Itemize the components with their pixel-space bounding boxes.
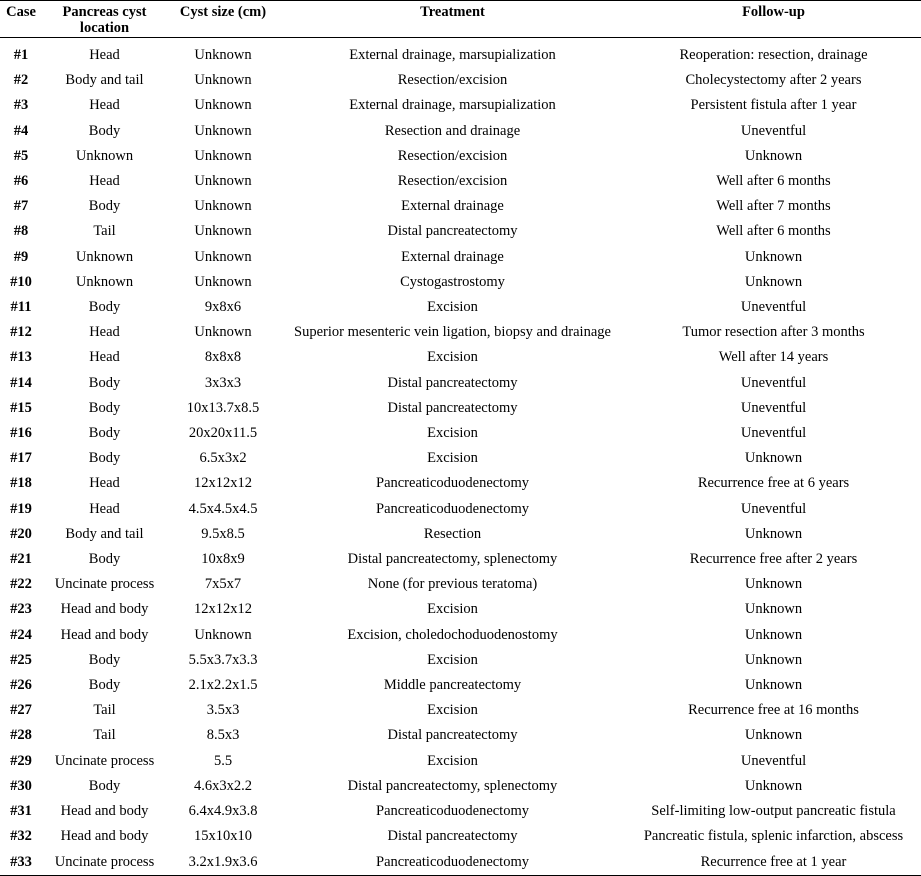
cell-case: #21 xyxy=(10,551,32,568)
cell-case: #19 xyxy=(10,500,32,517)
cell-treatment: None (for previous teratoma) xyxy=(367,576,538,593)
table-row xyxy=(0,144,921,169)
header-follow-up: Follow-up xyxy=(742,4,805,20)
table-row xyxy=(0,421,921,446)
cell-follow-up: Pancreatic fistula, splenic infarction, abscess xyxy=(643,828,904,845)
cell-follow-up: Recurrence free at 1 year xyxy=(700,853,847,870)
table-row xyxy=(0,597,921,622)
cell-cyst-size: Unknown xyxy=(194,173,252,190)
cell-follow-up: Unknown xyxy=(744,677,803,694)
cell-case: #24 xyxy=(10,626,32,643)
cell-cyst-size: Unknown xyxy=(194,273,252,290)
header-row xyxy=(0,1,921,38)
cell-cyst-size: 7x5x7 xyxy=(204,576,242,593)
cell-treatment: Distal pancreatectomy, splenectomy xyxy=(347,777,558,794)
table-row xyxy=(0,673,921,698)
cell-location: Body and tail xyxy=(65,525,144,542)
cell-location: Unknown xyxy=(75,248,134,265)
cell-case: #12 xyxy=(10,324,32,341)
cell-follow-up: Uneventful xyxy=(740,299,807,316)
cell-treatment: Excision xyxy=(427,299,478,316)
cell-location: Body xyxy=(88,122,121,139)
cell-treatment: Resection/excision xyxy=(397,72,508,89)
cell-case: #29 xyxy=(10,752,32,769)
cell-follow-up: Uneventful xyxy=(740,122,807,139)
cell-follow-up: Self-limiting low-output pancreatic fistula xyxy=(651,803,896,820)
cell-location: Body xyxy=(88,399,121,416)
table-row xyxy=(0,38,921,69)
cell-location: Head xyxy=(89,500,120,517)
table-row xyxy=(0,850,921,876)
cell-treatment: Pancreaticoduodenectomy xyxy=(376,853,529,870)
cell-location: Tail xyxy=(93,727,116,744)
table-row xyxy=(0,93,921,118)
cell-case: #28 xyxy=(10,727,32,744)
cell-treatment: Excision xyxy=(427,651,478,668)
cell-treatment: Excision, choledochoduodenostomy xyxy=(347,626,558,643)
cell-location: Unknown xyxy=(75,147,134,164)
cell-location: Body xyxy=(88,299,121,316)
cell-treatment: Middle pancreatectomy xyxy=(383,677,522,694)
cell-cyst-size: 10x8x9 xyxy=(201,551,245,568)
cell-location: Body xyxy=(88,450,121,467)
table-row xyxy=(0,648,921,673)
table-row xyxy=(0,295,921,320)
cell-cyst-size: 4.5x4.5x4.5 xyxy=(188,500,258,517)
header-treatment: Treatment xyxy=(420,4,485,20)
cell-cyst-size: 12x12x12 xyxy=(194,475,252,492)
cell-cyst-size: Unknown xyxy=(194,97,252,114)
table-row xyxy=(0,194,921,219)
cell-location: Head xyxy=(89,324,120,341)
cell-treatment: External drainage xyxy=(401,248,504,265)
cell-location: Uncinate process xyxy=(54,576,155,593)
cell-case: #20 xyxy=(10,525,32,542)
cell-cyst-size: Unknown xyxy=(194,47,252,63)
cell-follow-up: Uneventful xyxy=(740,500,807,517)
cell-follow-up: Well after 6 months xyxy=(716,223,831,240)
cell-treatment: Distal pancreatectomy xyxy=(387,223,518,240)
table-row xyxy=(0,345,921,370)
table-row xyxy=(0,245,921,270)
cell-cyst-size: 10x13.7x8.5 xyxy=(186,399,260,416)
cell-location: Tail xyxy=(93,223,116,240)
cell-treatment: External drainage, marsupialization xyxy=(349,97,556,114)
cell-treatment: Cystogastrostomy xyxy=(400,273,505,290)
cell-cyst-size: Unknown xyxy=(194,248,252,265)
cell-case: #16 xyxy=(10,425,32,442)
cell-treatment: Excision xyxy=(427,752,478,769)
cell-case: #27 xyxy=(10,702,32,719)
cell-follow-up: Unknown xyxy=(744,651,803,668)
table-row xyxy=(0,623,921,648)
cell-treatment: Distal pancreatectomy xyxy=(387,399,518,416)
cell-follow-up: Uneventful xyxy=(740,752,807,769)
cell-follow-up: Unknown xyxy=(744,601,803,618)
cell-location: Body xyxy=(88,777,121,794)
cell-case: #23 xyxy=(10,601,32,618)
cell-case: #7 xyxy=(13,198,29,215)
table-row xyxy=(0,169,921,194)
cell-cyst-size: Unknown xyxy=(194,198,252,215)
cell-follow-up: Recurrence free at 6 years xyxy=(697,475,850,492)
table-row xyxy=(0,68,921,93)
cell-follow-up: Tumor resection after 3 months xyxy=(682,324,865,341)
cell-case: #22 xyxy=(10,576,32,593)
cell-case: #17 xyxy=(10,450,32,467)
cell-case: #6 xyxy=(13,173,29,190)
cell-cyst-size: 9.5x8.5 xyxy=(201,525,245,542)
cell-cyst-size: 6.4x4.9x3.8 xyxy=(188,803,258,820)
table-row xyxy=(0,824,921,849)
cell-treatment: Resection and drainage xyxy=(384,122,521,139)
cell-case: #1 xyxy=(13,47,29,63)
cell-case: #18 xyxy=(10,475,32,492)
header-location xyxy=(42,1,167,38)
cell-treatment: Distal pancreatectomy xyxy=(387,374,518,391)
cell-case: #25 xyxy=(10,651,32,668)
cell-follow-up: Well after 14 years xyxy=(718,349,829,366)
cell-location: Head xyxy=(89,173,120,190)
cell-follow-up: Unknown xyxy=(744,273,803,290)
cell-cyst-size: Unknown xyxy=(194,626,252,643)
table-row xyxy=(0,749,921,774)
cell-follow-up: Uneventful xyxy=(740,374,807,391)
cell-location: Body xyxy=(88,551,121,568)
cell-case: #10 xyxy=(10,273,32,290)
header-cyst-size: Cyst size (cm) xyxy=(179,4,267,20)
cell-location: Tail xyxy=(93,702,116,719)
cell-case: #14 xyxy=(10,374,32,391)
cell-location: Body xyxy=(88,677,121,694)
table-header xyxy=(0,1,921,38)
cell-cyst-size: 9x8x6 xyxy=(204,299,242,316)
cell-case: #32 xyxy=(10,828,32,845)
cell-cyst-size: 5.5 xyxy=(213,752,233,769)
table-row xyxy=(0,320,921,345)
table-row xyxy=(0,270,921,295)
cell-cyst-size: 12x12x12 xyxy=(194,601,252,618)
cell-treatment: Superior mesenteric vein ligation, biopsy and drainage xyxy=(294,324,611,341)
table-row xyxy=(0,698,921,723)
cell-treatment: Excision xyxy=(427,450,478,467)
cell-case: #9 xyxy=(13,248,29,265)
cell-cyst-size: Unknown xyxy=(194,324,252,341)
cell-case: #26 xyxy=(10,677,32,694)
cell-treatment: Pancreaticoduodenectomy xyxy=(376,500,529,517)
cell-cyst-size: Unknown xyxy=(194,122,252,139)
cell-follow-up: Unknown xyxy=(744,525,803,542)
table-row xyxy=(0,396,921,421)
cell-location: Body xyxy=(88,425,121,442)
cell-cyst-size: 4.6x3x2.2 xyxy=(194,777,252,794)
cell-cyst-size: 8.5x3 xyxy=(206,727,240,744)
cell-follow-up: Unknown xyxy=(744,147,803,164)
cell-location: Head and body xyxy=(60,803,149,820)
table-row xyxy=(0,547,921,572)
cell-treatment: Distal pancreatectomy xyxy=(387,727,518,744)
table-row xyxy=(0,774,921,799)
cell-treatment: Pancreaticoduodenectomy xyxy=(376,475,529,492)
table-row xyxy=(0,371,921,396)
cell-cyst-size: 8x8x8 xyxy=(204,349,242,366)
cell-location: Head and body xyxy=(60,828,149,845)
cell-case: #8 xyxy=(13,223,29,240)
cell-treatment: Excision xyxy=(427,702,478,719)
cell-treatment: Distal pancreatectomy, splenectomy xyxy=(347,551,558,568)
cell-case: #4 xyxy=(13,122,29,139)
table-body xyxy=(0,38,921,876)
cell-follow-up: Unknown xyxy=(744,626,803,643)
table-row xyxy=(0,119,921,144)
cell-case: #30 xyxy=(10,777,32,794)
cell-case: #11 xyxy=(10,299,32,316)
cell-location: Head and body xyxy=(60,601,149,618)
cell-location: Uncinate process xyxy=(54,853,155,870)
cell-cyst-size: 3.2x1.9x3.6 xyxy=(188,853,258,870)
cell-treatment: Resection/excision xyxy=(397,173,508,190)
table-row xyxy=(0,446,921,471)
table-row xyxy=(0,723,921,748)
cell-cyst-size: 3x3x3 xyxy=(204,374,242,391)
cell-case: #15 xyxy=(10,399,32,416)
cell-case: #3 xyxy=(13,97,29,114)
cell-case: #31 xyxy=(10,803,32,820)
table-row xyxy=(0,799,921,824)
cell-location: Head xyxy=(89,475,120,492)
cell-cyst-size: Unknown xyxy=(194,223,252,240)
header-case: Case xyxy=(6,4,36,20)
cell-cyst-size: 2.1x2.2x1.5 xyxy=(188,677,258,694)
cell-follow-up: Unknown xyxy=(744,727,803,744)
cell-location: Uncinate process xyxy=(54,752,155,769)
cell-follow-up: Reoperation: resection, drainage xyxy=(679,47,868,63)
cell-follow-up: Unknown xyxy=(744,777,803,794)
cell-treatment: Resection/excision xyxy=(397,147,508,164)
cell-location: Head xyxy=(89,349,120,366)
cell-location: Head and body xyxy=(60,626,149,643)
cell-follow-up: Cholecystectomy after 2 years xyxy=(685,72,862,89)
cell-treatment: Excision xyxy=(427,349,478,366)
cell-cyst-size: 5.5x3.7x3.3 xyxy=(188,651,258,668)
cell-treatment: Resection xyxy=(423,525,482,542)
table-row xyxy=(0,572,921,597)
cell-location: Head xyxy=(89,97,120,114)
table-row xyxy=(0,219,921,244)
cell-follow-up: Well after 7 months xyxy=(716,198,831,215)
cell-cyst-size: Unknown xyxy=(194,72,252,89)
cell-follow-up: Unknown xyxy=(744,450,803,467)
header-location-text: Pancreas cyst location xyxy=(62,4,147,36)
cell-cyst-size: 15x10x10 xyxy=(194,828,252,845)
cell-follow-up: Persistent fistula after 1 year xyxy=(690,97,857,114)
cell-follow-up: Well after 6 months xyxy=(716,173,831,190)
cell-follow-up: Recurrence free after 2 years xyxy=(689,551,858,568)
cell-case: #33 xyxy=(10,853,32,870)
cell-cyst-size: 6.5x3x2 xyxy=(199,450,247,467)
cell-treatment: Excision xyxy=(427,425,478,442)
table-row xyxy=(0,522,921,547)
cell-case: #13 xyxy=(10,349,32,366)
cell-follow-up: Unknown xyxy=(744,576,803,593)
cell-treatment: Excision xyxy=(427,601,478,618)
cell-cyst-size: Unknown xyxy=(194,147,252,164)
cell-location: Unknown xyxy=(75,273,134,290)
cell-follow-up: Recurrence free at 16 months xyxy=(688,702,859,719)
cell-case: #2 xyxy=(13,72,29,89)
table-row xyxy=(0,471,921,496)
cell-cyst-size: 20x20x11.5 xyxy=(188,425,258,442)
cell-treatment: External drainage, marsupialization xyxy=(349,47,556,63)
cell-follow-up: Uneventful xyxy=(740,425,807,442)
cell-location: Body and tail xyxy=(65,72,144,89)
table-row xyxy=(0,497,921,522)
cell-location: Head xyxy=(89,47,120,63)
cell-treatment: Distal pancreatectomy xyxy=(387,828,518,845)
cell-treatment: External drainage xyxy=(401,198,504,215)
cell-cyst-size: 3.5x3 xyxy=(206,702,240,719)
cell-location: Body xyxy=(88,374,121,391)
cell-follow-up: Uneventful xyxy=(740,399,807,416)
cell-location: Body xyxy=(88,651,121,668)
cell-follow-up: Unknown xyxy=(744,248,803,265)
cell-treatment: Pancreaticoduodenectomy xyxy=(376,803,529,820)
cell-location: Body xyxy=(88,198,121,215)
cell-case: #5 xyxy=(13,147,29,164)
